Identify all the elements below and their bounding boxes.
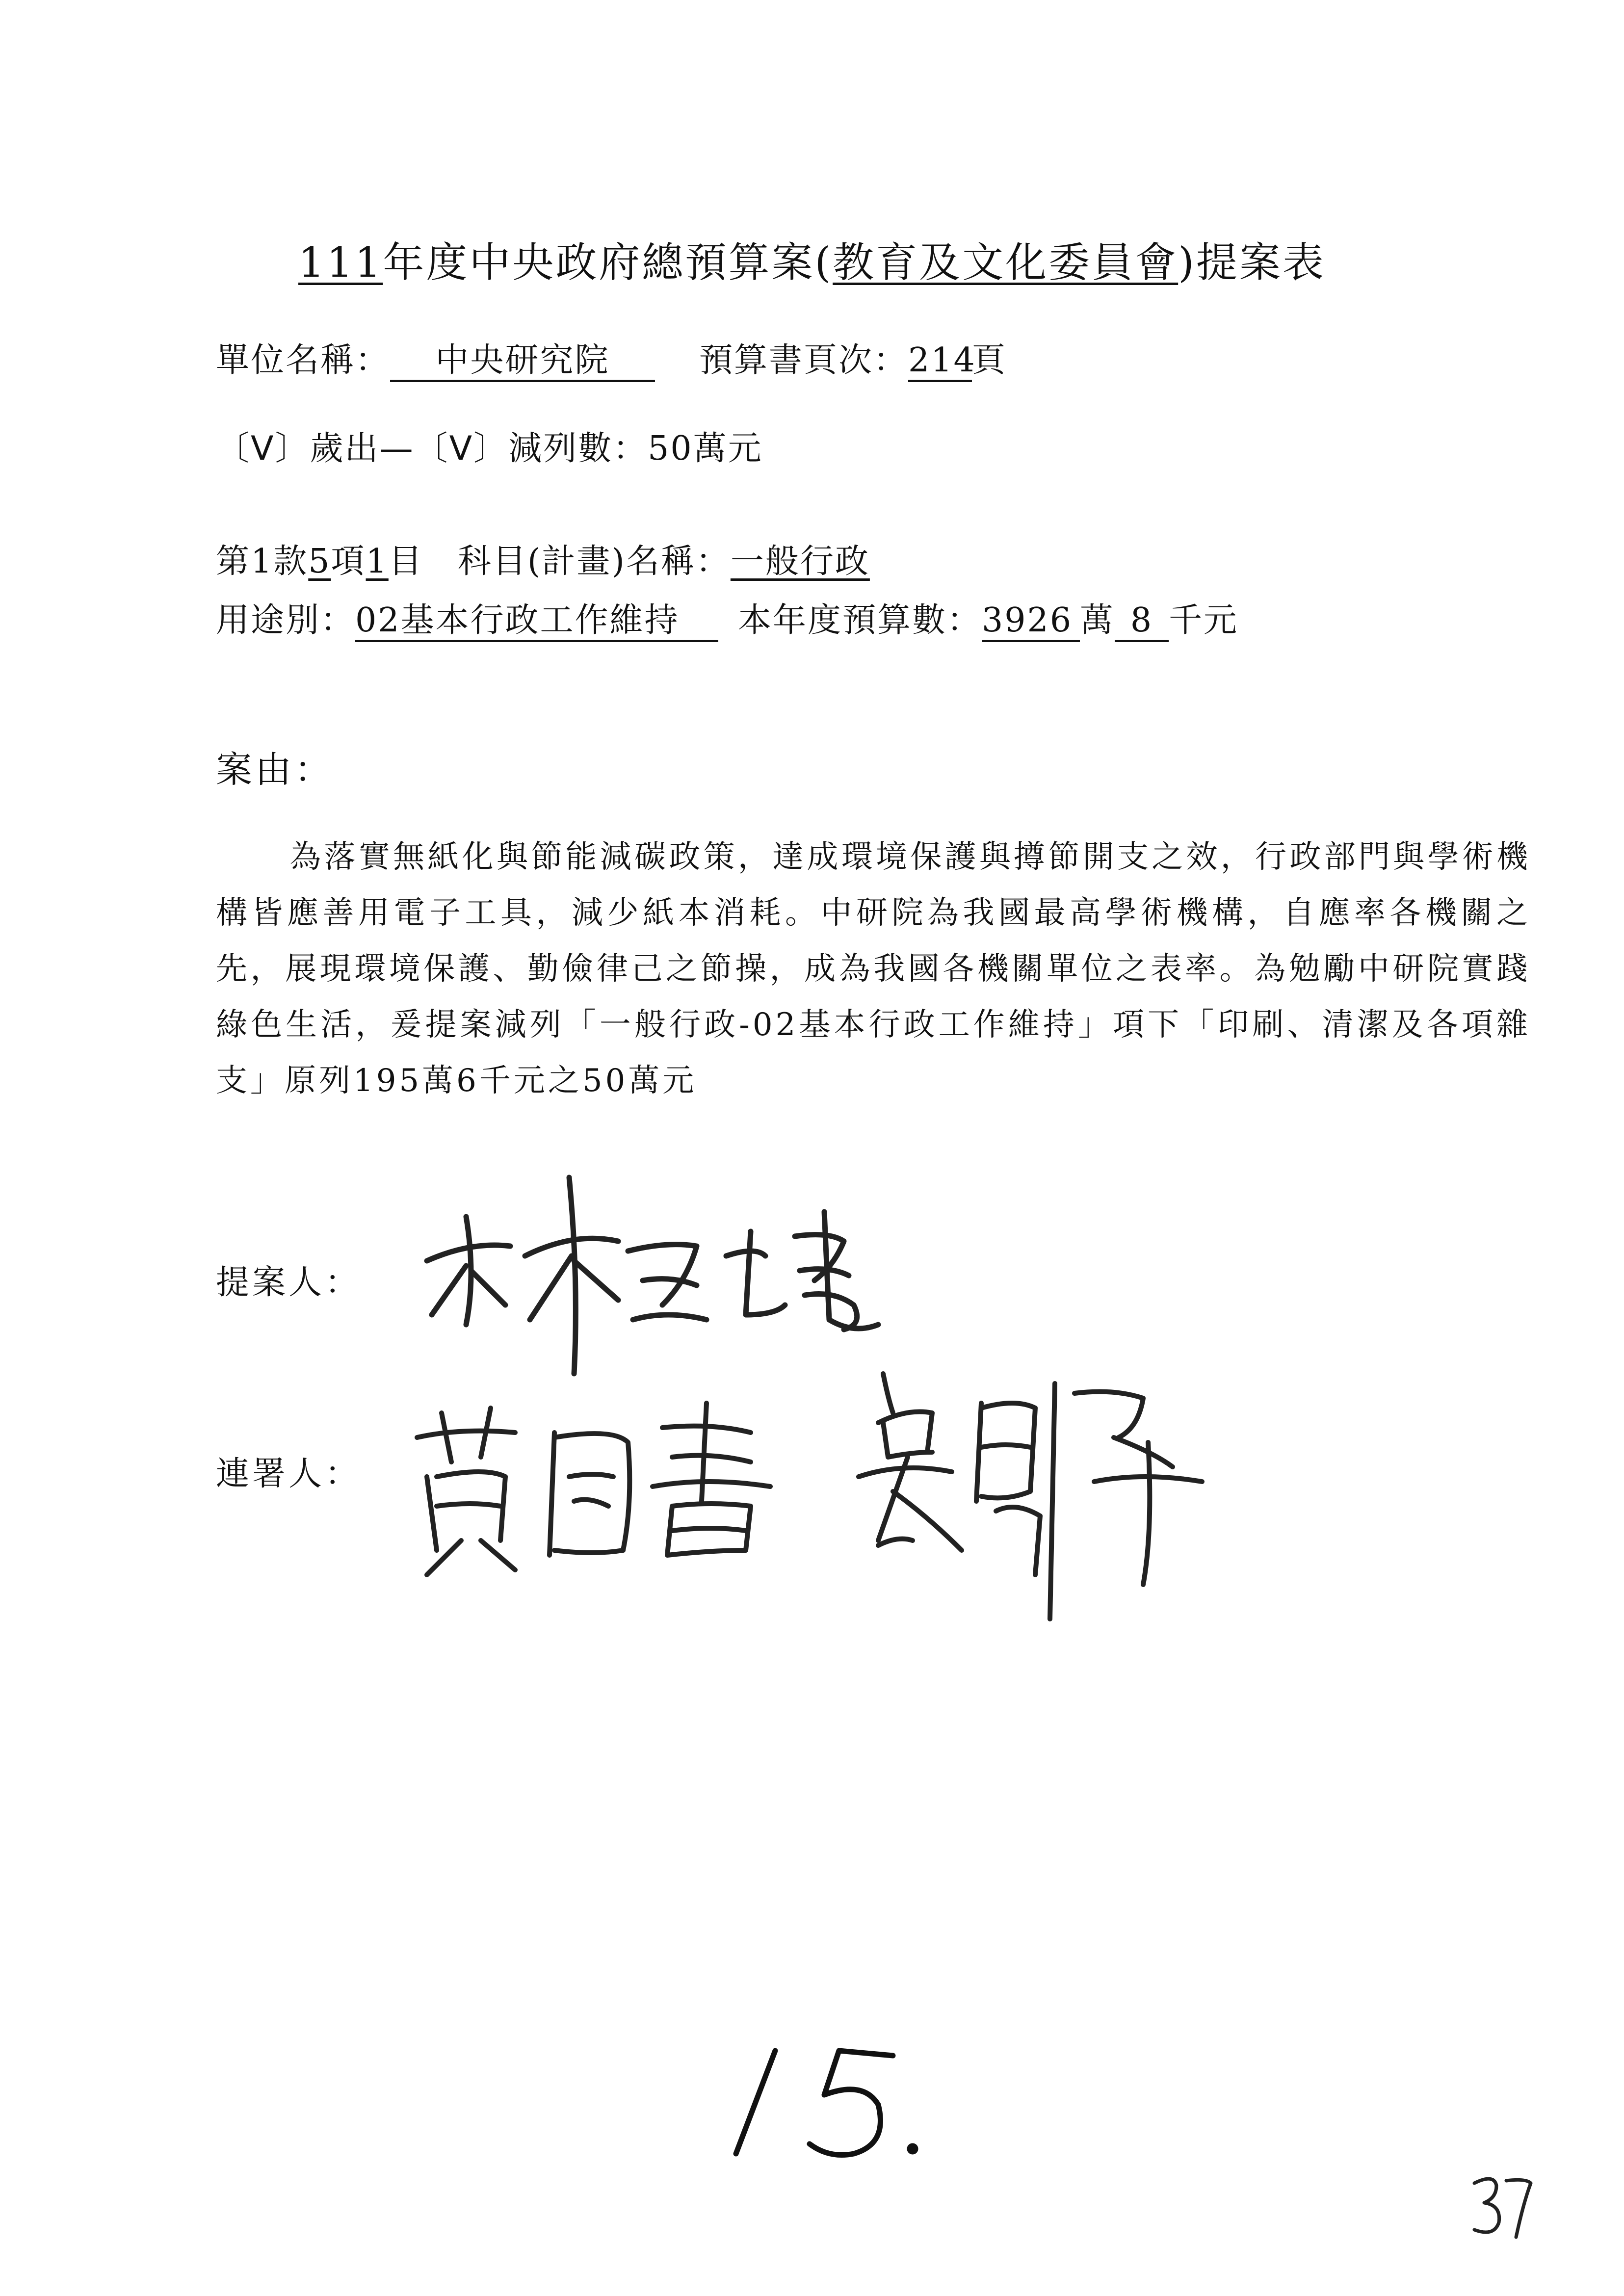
budget-page-value: 214 xyxy=(908,341,972,382)
handwritten-proposal-number xyxy=(707,2036,932,2166)
cosigner-signature-2 xyxy=(849,1354,1231,1629)
usage-label: 用途別： xyxy=(216,601,356,640)
title-committee: 教育及文化委員會 xyxy=(833,238,1179,287)
title-part1: 年度中央政府總預算案( xyxy=(383,238,833,287)
budget-wan-value: 3926 xyxy=(982,601,1080,642)
handwritten-page-number xyxy=(1467,2168,1536,2244)
proposer-label: 提案人： xyxy=(216,1263,362,1302)
unit-label: 單位名稱： xyxy=(216,341,391,380)
subject-label: 科目(計畫)名稱： xyxy=(457,542,731,581)
budget-page-suffix: 頁 xyxy=(972,341,1007,380)
reason-heading: 案由： xyxy=(216,749,334,791)
budget-qian-value: 8 xyxy=(1115,601,1169,642)
subject-value: 一般行政 xyxy=(730,542,870,581)
reason-text: 為落實無紙化與節能減碳政策，達成環境保護與撙節開支之效，行政部門與學術機構皆應善用電子工具，減少紙本消耗。中研院為我國最高學術機構，自應率各機關之先，展現環境保護、勤儉律己之節操，成為我國各機關單位之表率。為勉勵中研院實踐綠色生活，爰提案減列「一般行政-02基本行政工作維持」項下「印刷、清潔及各項雜支」原列195萬6千元之50萬元 xyxy=(216,839,1531,1099)
page-title xyxy=(0,230,1624,289)
title-year: 111 xyxy=(298,238,383,287)
budget-qian-label: 千元 xyxy=(1169,601,1239,640)
reduction-amount: 〕減列數：50萬元 xyxy=(473,429,763,468)
kuan-label: 第1款 xyxy=(216,542,309,581)
item-line xyxy=(216,535,870,582)
usage-line xyxy=(216,594,1238,642)
unit-value: 中央研究院 xyxy=(390,341,655,382)
annual-budget-label: 本年度預算數： xyxy=(738,601,982,640)
cosigner-signature-1 xyxy=(407,1393,780,1580)
reason-body xyxy=(216,829,1531,1109)
mu-value: 1 xyxy=(366,542,389,581)
budget-wan-label: 萬 xyxy=(1080,601,1115,640)
budget-page-label: 預算書頁次： xyxy=(699,341,909,380)
xiang-value: 5 xyxy=(308,542,331,581)
budget-type-line xyxy=(216,422,763,470)
bracket-open: 〔 xyxy=(216,429,251,468)
reduction-check: V xyxy=(449,429,474,468)
usage-value: 02基本行政工作維持 xyxy=(355,601,718,642)
cosigners-label: 連署人： xyxy=(216,1455,362,1493)
expenditure-label: 〕歲出—〔 xyxy=(275,429,449,468)
expenditure-check: V xyxy=(251,429,275,468)
title-part2: )提案表 xyxy=(1178,238,1326,287)
unit-line xyxy=(216,334,1007,382)
proposer-signature xyxy=(412,1158,883,1383)
mu-label: 目 xyxy=(388,542,423,581)
xiang-label: 項 xyxy=(331,542,366,581)
